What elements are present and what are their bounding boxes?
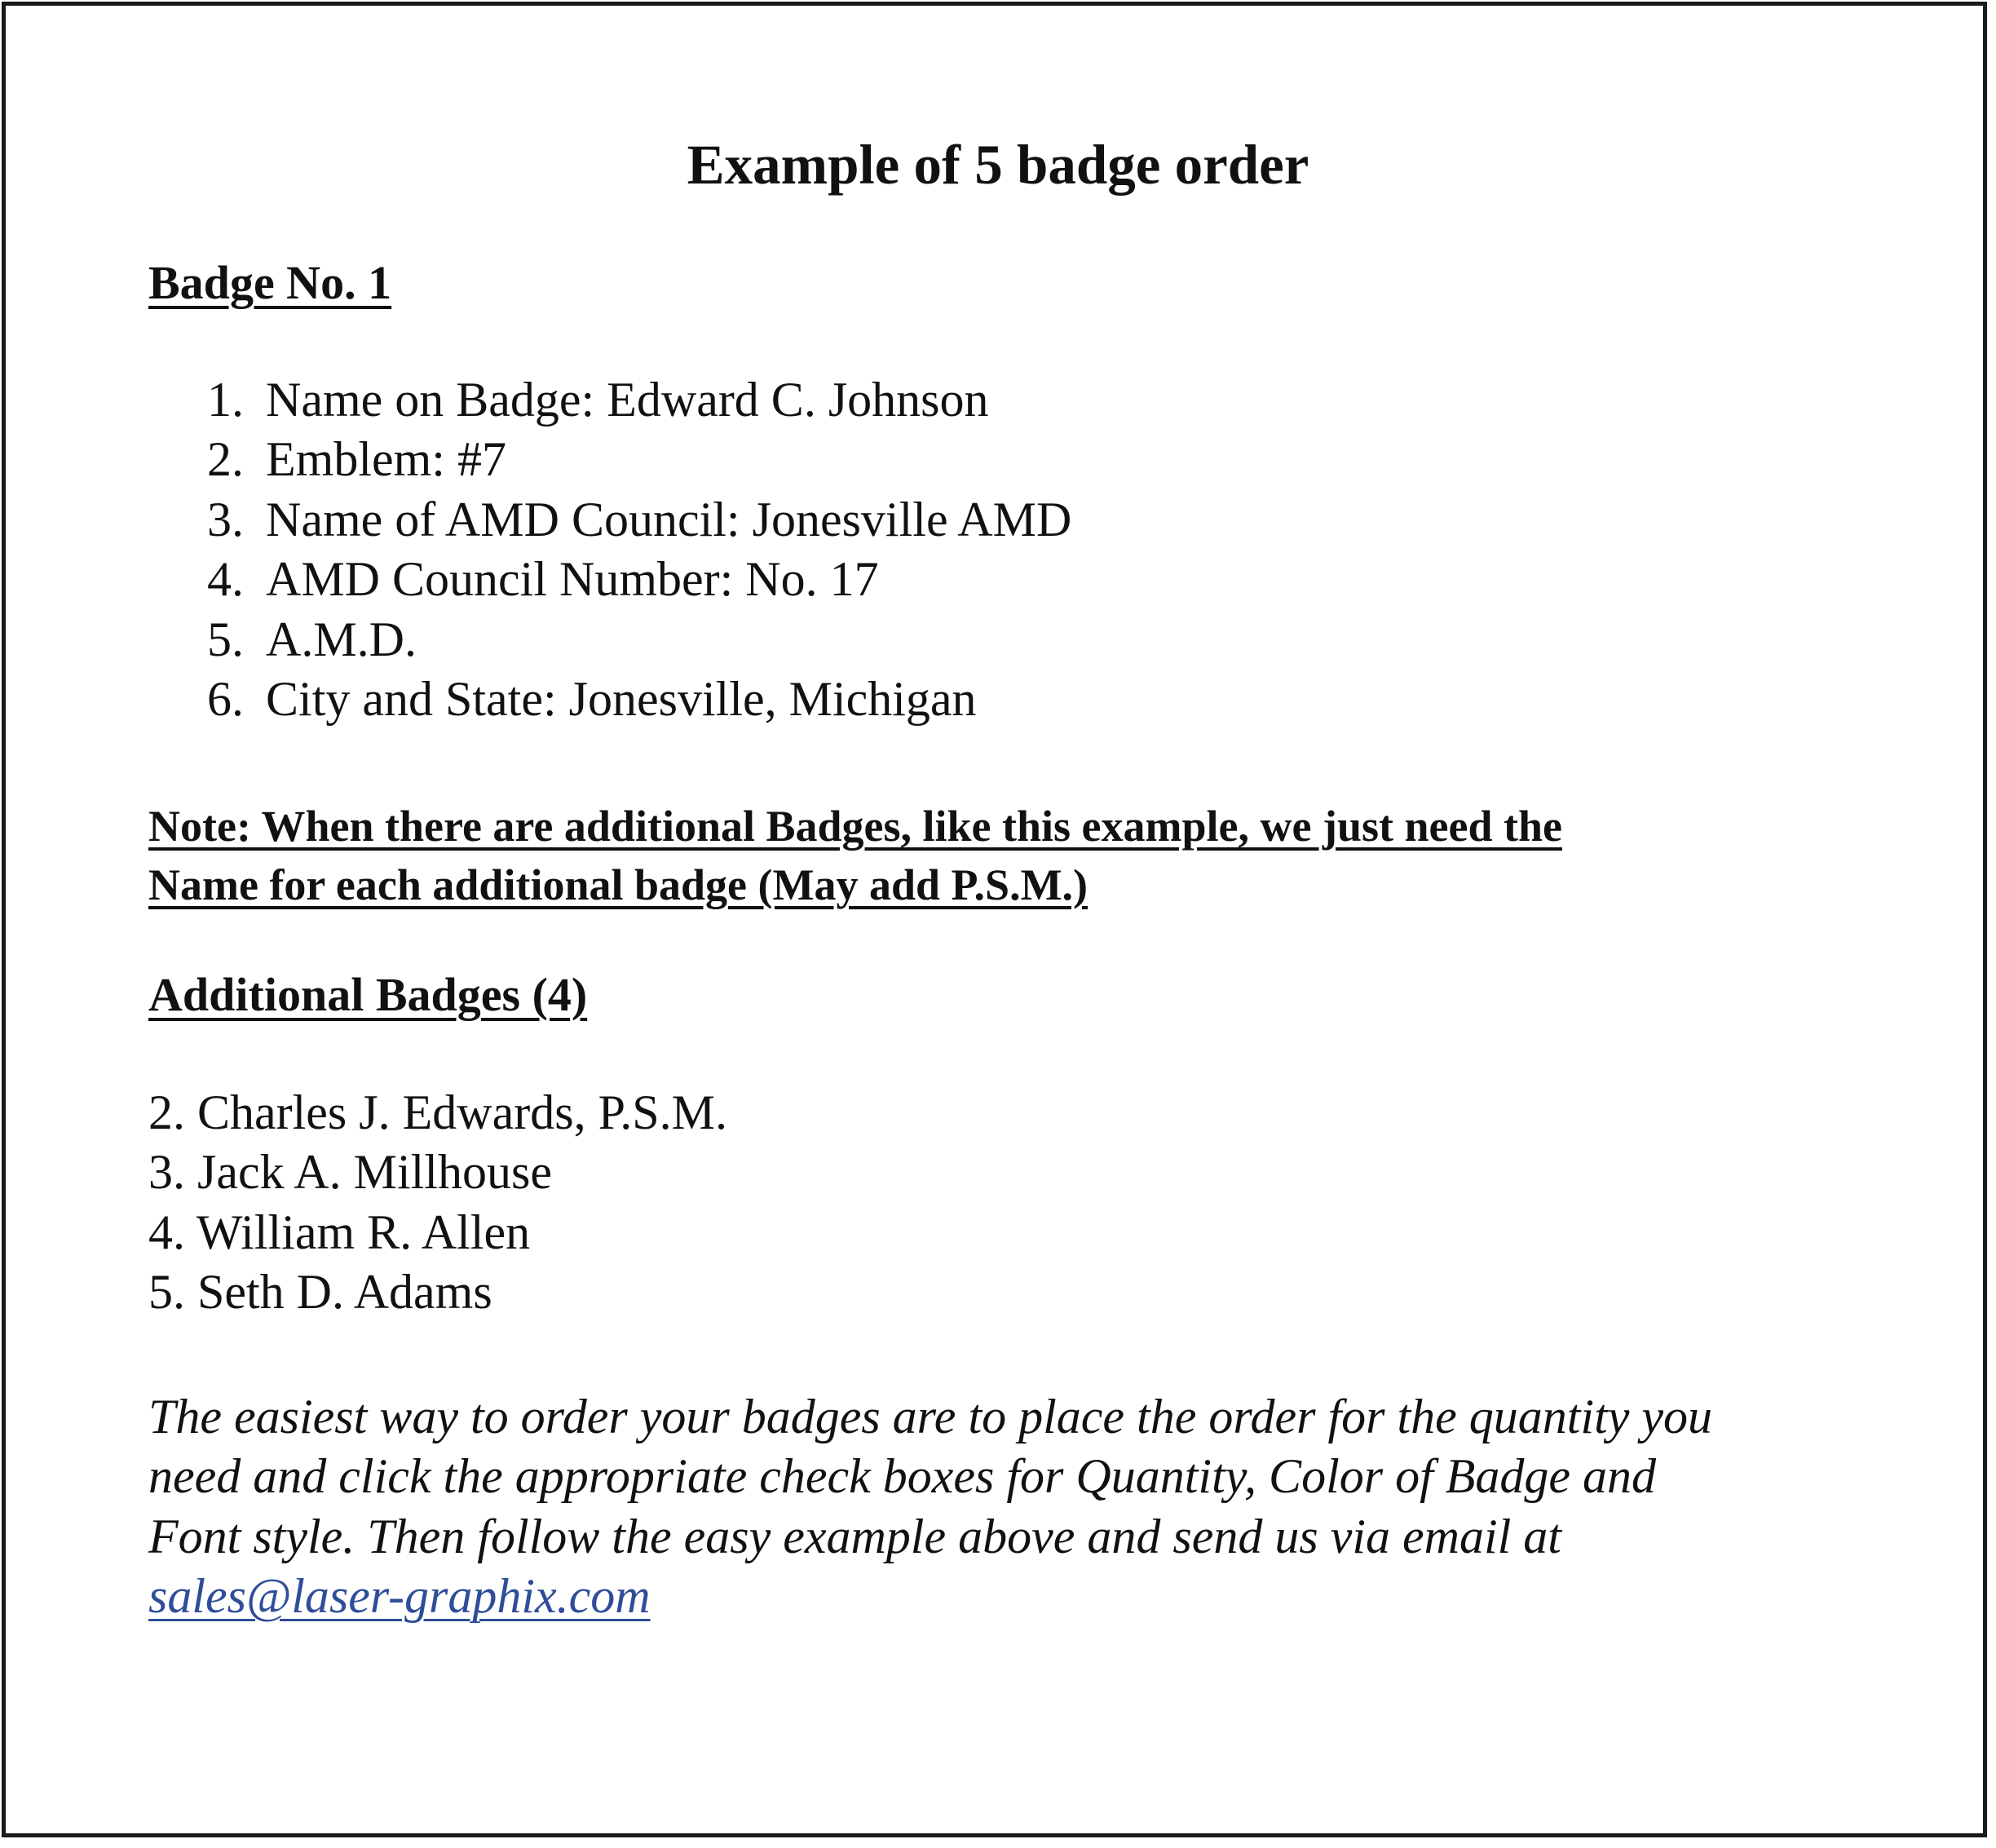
list-number: 2. bbox=[207, 432, 244, 487]
list-number: 6. bbox=[207, 671, 244, 726]
list-text: Name of AMD Council: Jonesville AMD bbox=[266, 492, 1072, 546]
additional-badges-list bbox=[148, 1085, 728, 1328]
list-item: 2. Charles J. Edwards, P.S.M. bbox=[148, 1085, 728, 1139]
list-number: 1. bbox=[207, 373, 244, 427]
note-line: Note: When there are additional Badges, like this example, we just need the bbox=[148, 802, 1562, 851]
list-text: AMD Council Number: No. 17 bbox=[266, 552, 879, 607]
instructions-email-line bbox=[148, 1567, 1712, 1626]
sales-email-link[interactable]: sales@laser-graphix.com bbox=[148, 1569, 651, 1624]
instructions-line: Font style. Then follow the easy example above and send us via email at bbox=[148, 1509, 1561, 1563]
list-number: 3. bbox=[207, 492, 244, 546]
list-item: 4. William R. Allen bbox=[148, 1205, 531, 1259]
instructions-line: The easiest way to order your badges are to place the order for the quantity you bbox=[148, 1390, 1713, 1443]
list-number: 4. bbox=[207, 552, 244, 607]
list-text: Name on Badge: Edward C. Johnson bbox=[266, 373, 989, 427]
list-item: 3. Jack A. Millhouse bbox=[148, 1145, 552, 1200]
list-text: A.M.D. bbox=[266, 612, 417, 666]
note-line: Name for each additional badge (May add P.S.M.) bbox=[148, 860, 1089, 909]
list-text: Emblem: #7 bbox=[266, 432, 506, 487]
additional-badges-heading: Additional Badges (4) bbox=[148, 968, 588, 1021]
page-title: Example of 5 badge order bbox=[687, 134, 1309, 196]
list-number: 5. bbox=[207, 612, 244, 666]
list-item: 5. Seth D. Adams bbox=[148, 1265, 492, 1320]
instructions-line: need and click the appropriate check boxes for Quantity, Color of Badge and bbox=[148, 1449, 1657, 1504]
additional-badges-note bbox=[148, 797, 1942, 914]
list-text: City and State: Jonesville, Michigan bbox=[266, 671, 977, 726]
ordering-instructions bbox=[148, 1387, 1712, 1627]
badge-1-heading: Badge No. 1 bbox=[148, 256, 392, 309]
